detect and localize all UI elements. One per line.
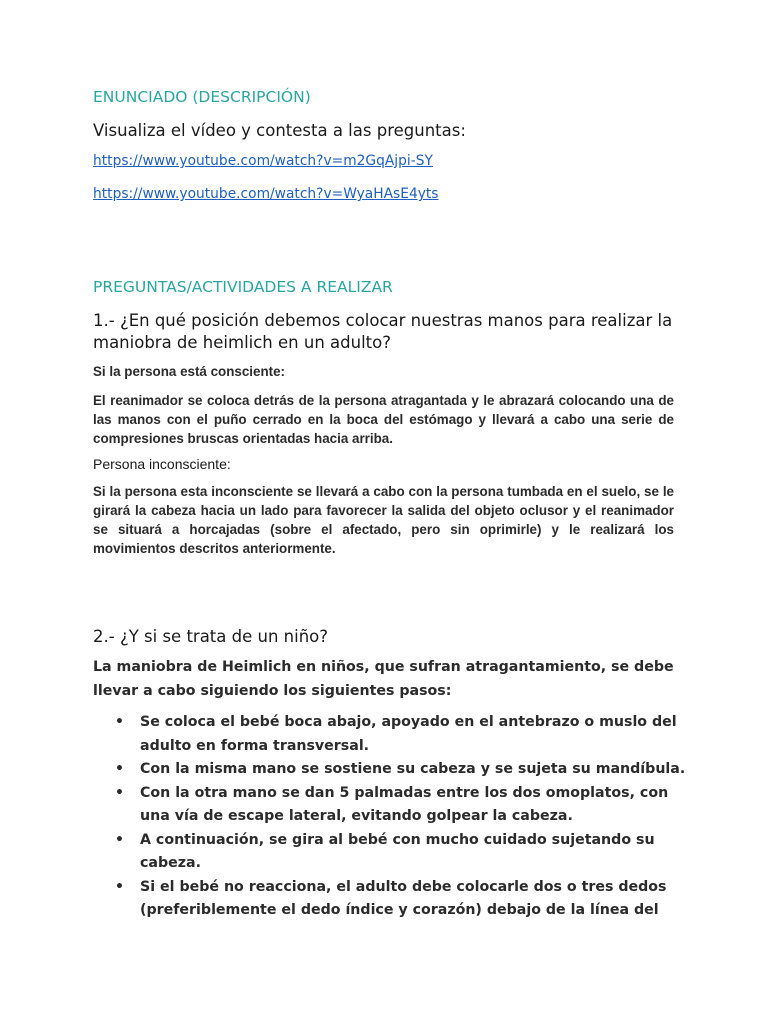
step-text: Con la otra mano se dan 5 palmadas entre los dos omoplatos, con una vía de escape lateral, evitando golpear la cabeza.: [140, 784, 669, 824]
bullet-icon: •: [115, 761, 124, 777]
list-item: [93, 876, 693, 923]
step-text: A continuación, se gira al bebé con mucho cuidado sujetando su cabeza.: [140, 831, 655, 871]
bullet-icon: •: [115, 714, 124, 730]
question-2: 2.- ¿Y si se trata de un niño?: [93, 627, 329, 646]
video-link-2[interactable]: https://www.youtube.com/watch?v=WyaHAsE4yts: [93, 186, 439, 202]
bullet-icon: •: [115, 831, 124, 848]
list-item: [93, 711, 693, 758]
video-link-1[interactable]: https://www.youtube.com/watch?v=m2GqAjpi-SY: [93, 153, 433, 169]
consciente-label: Si la persona está consciente:: [93, 364, 286, 379]
bullet-icon: •: [115, 878, 124, 895]
consciente-paragraph: El reanimador se coloca detrás de la persona atragantada y le abrazará colocando una de las manos con el puño cerrado en la boca del estómago y llevará a cabo una serie de compresiones bruscas orientadas hacia arriba.: [93, 393, 674, 446]
step-text: Con la misma mano se sostiene su cabeza y se sujeta su mandíbula.: [140, 761, 686, 777]
bullet-icon: •: [115, 784, 124, 801]
list-item: [93, 829, 693, 876]
step-text: Se coloca el bebé boca abajo, apoyado en el antebrazo o muslo del adulto en forma transversal.: [140, 714, 677, 754]
question-1: 1.- ¿En qué posición debemos colocar nuestras manos para realizar la maniobra de heimlich en un adulto?: [93, 311, 673, 352]
enunciado-intro: Visualiza el vídeo y contesta a las preguntas:: [93, 121, 466, 140]
nino-intro-paragraph: La maniobra de Heimlich en niños, que sufran atragantamiento, se debe llevar a cabo siguiendo los siguientes pasos:: [93, 659, 674, 699]
inconsciente-paragraph: Si la persona esta inconsciente se llevará a cabo con la persona tumbada en el suelo, se le girará la cabeza hacia un lado para favorecer la salida del objeto oclusor y el reanimador se situará a horcajadas (sobre el afectado, pero sin oprimirle) y le realizará los movimientos descritos anteriormente.: [93, 484, 674, 556]
nino-steps-list: [93, 711, 693, 923]
preguntas-heading: PREGUNTAS/ACTIVIDADES A REALIZAR: [93, 278, 393, 296]
list-item: [93, 758, 693, 782]
step-text: Si el bebé no reacciona, el adulto debe colocarle dos o tres dedos (preferiblemente el dedo índice y corazón) debajo de la línea del: [140, 878, 667, 918]
inconsciente-label: Persona inconsciente:: [93, 456, 231, 472]
enunciado-heading: ENUNCIADO (DESCRIPCIÓN): [93, 88, 311, 106]
list-item: [93, 782, 693, 829]
